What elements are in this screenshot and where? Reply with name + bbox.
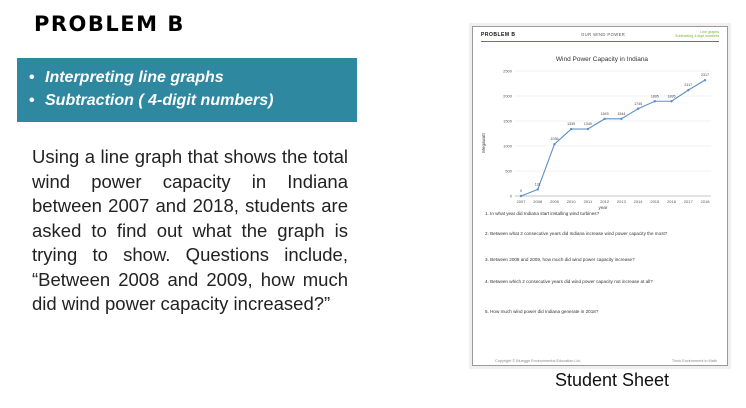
- data-label: 2117: [684, 83, 693, 88]
- y-tick-label: 1000: [503, 143, 512, 149]
- student-sheet-caption: Student Sheet: [554, 370, 670, 390]
- data-point: [603, 118, 605, 120]
- chart-xlabel: year: [598, 205, 608, 210]
- question-item: 2. Between what 2 consecutive years did Indiana increase wind power capacity the most?: [485, 231, 668, 236]
- data-point: [670, 100, 672, 102]
- data-point: [520, 195, 522, 197]
- x-tick-label: 2018: [700, 199, 710, 204]
- series-line: [521, 80, 705, 196]
- x-tick-label: 2009: [550, 199, 559, 204]
- data-point: [587, 128, 589, 130]
- x-tick-label: 2007: [516, 199, 526, 204]
- data-label: 1895: [650, 94, 659, 99]
- sheet-header-title: OUR WIND POWER: [581, 32, 626, 37]
- topic-item: • Subtraction ( 4-digit numbers): [45, 89, 357, 112]
- problem-description: Using a line graph that shows the total wind power capacity in Indiana between 2007 and 2018, students are asked to find out what the graph is trying to show. Questions include, “Between 2008 and 2009, how much did wind power capacity increased?”: [32, 146, 348, 314]
- sheet-footer-tagline: Think Environment in Math: [671, 359, 717, 363]
- x-tick-label: 2016: [667, 199, 676, 204]
- data-label: 1895: [667, 94, 676, 99]
- data-point: [537, 188, 539, 190]
- data-point: [654, 100, 656, 102]
- wind-power-line-chart: [477, 51, 723, 211]
- y-tick-label: 500: [505, 168, 512, 174]
- student-sheet-preview: [472, 26, 728, 366]
- data-point: [570, 128, 572, 130]
- y-tick-label: 0: [509, 193, 512, 199]
- topic-item: • Interpreting line graphs: [45, 66, 357, 89]
- data-label: 1543: [600, 111, 609, 116]
- sheet-topic: Line graphs: [700, 30, 719, 34]
- x-tick-label: 2010: [566, 199, 576, 204]
- sheet-copyright: Copyright © Bluegge Environmental Education Ltd.: [495, 359, 581, 363]
- question-item: 4. Between which 2 consecutive years did wind power capacity not increase at all?: [485, 279, 653, 284]
- topics-box: [17, 58, 357, 122]
- data-label: 1340: [583, 122, 592, 126]
- data-label: 1745: [634, 101, 643, 106]
- data-point: [637, 108, 639, 110]
- sheet-problem-label: PROBLEM B: [481, 32, 516, 38]
- x-tick-label: 2017: [683, 199, 693, 204]
- data-label: 1339: [567, 122, 576, 127]
- data-point: [553, 143, 555, 145]
- x-tick-label: 2014: [633, 199, 643, 204]
- data-point: [704, 79, 706, 81]
- data-point: [620, 118, 622, 120]
- chart-title: Wind Power Capacity in Indiana: [555, 56, 649, 63]
- data-label: 1036: [550, 137, 559, 142]
- x-tick-label: 2013: [616, 199, 626, 204]
- sheet-topic: Subtracting 4-digit numbers: [675, 34, 719, 39]
- question-item: 5. How much wind power did Indiana generate in 2018?: [485, 309, 599, 314]
- data-point: [687, 89, 689, 91]
- y-tick-label: 2500: [503, 68, 512, 74]
- data-label: 0: [520, 189, 522, 193]
- sheet-header-topics: [675, 30, 719, 39]
- chart-ylabel: Megawatt: [481, 133, 486, 153]
- data-label: 131: [534, 182, 541, 187]
- x-tick-label: 2011: [583, 199, 593, 204]
- x-tick-label: 2008: [533, 199, 543, 204]
- data-label: 1544: [617, 111, 626, 116]
- question-item: 1. In what year did Indiana start installing wind turbines?: [485, 211, 600, 216]
- y-tick-label: 2000: [503, 93, 512, 99]
- question-item: 3. Between 2008 and 2009, how much did wind power capacity increase?: [485, 257, 635, 262]
- y-tick-label: 1500: [503, 118, 512, 124]
- data-label: 2317: [701, 73, 709, 78]
- x-tick-label: 2015: [650, 199, 660, 204]
- sheet-header-rule: [481, 41, 719, 42]
- problem-title: PROBLEM B: [34, 12, 185, 36]
- x-tick-label: 2012: [600, 199, 610, 204]
